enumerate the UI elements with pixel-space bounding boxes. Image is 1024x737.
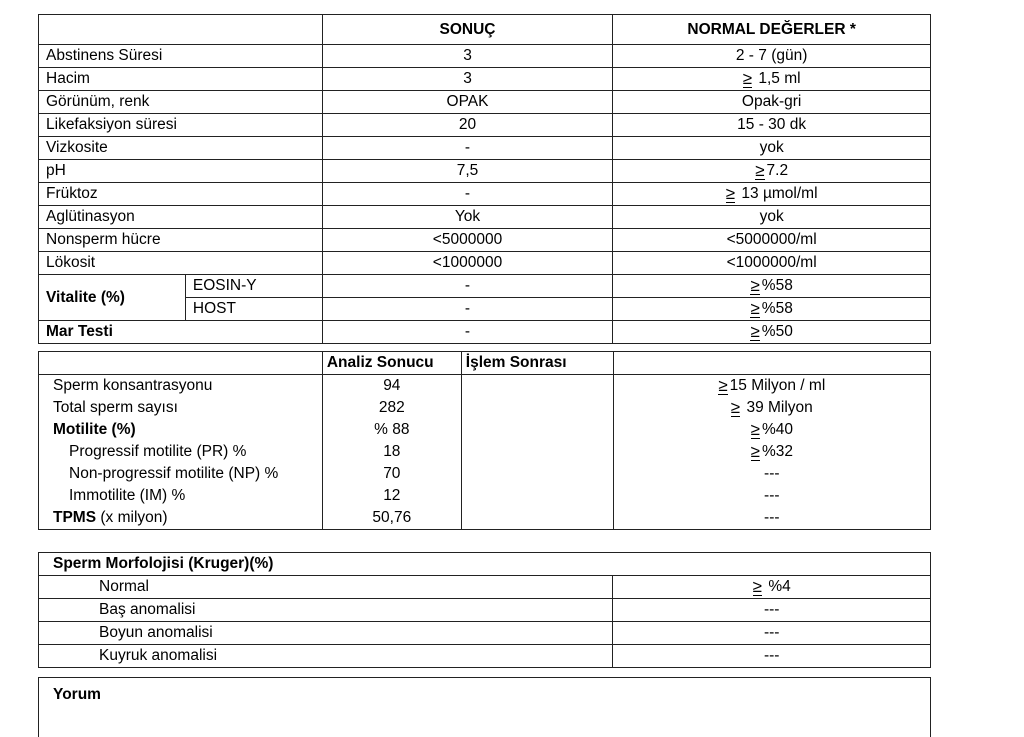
row-result: 3 [322,68,613,91]
row-after [461,375,613,398]
row-label: TPMS (x milyon) [39,507,323,530]
greater-equal-icon: ≥ [731,401,740,417]
vitality-label: Vitalite (%) [39,275,186,321]
row-label: Baş anomalisi [39,599,613,622]
row-label: Sperm konsantrasyonu [39,375,323,398]
table-row [39,160,931,183]
table-row [39,375,931,398]
greater-equal-icon: ≥ [755,164,764,180]
table-row [39,45,931,68]
table-row [39,114,931,137]
header-empty-cell [39,352,323,375]
row-label: Nonsperm hücre [39,229,323,252]
table-row [39,599,931,622]
row-normal: --- [613,485,930,507]
mar-test-row [39,321,931,344]
row-after [461,441,613,463]
morphology-title: Sperm Morfolojisi (Kruger)(%) [39,553,931,576]
comment-title: Yorum [39,678,931,737]
header-empty-cell [613,352,930,375]
morphology-table [38,552,931,668]
header-analysis: Analiz Sonucu [322,352,461,375]
row-label: Motilite (%) [39,419,323,441]
greater-equal-icon: ≥ [743,72,752,88]
row-label: Vizkosite [39,137,323,160]
row-after [461,419,613,441]
mar-normal: ≥ %50 [613,321,931,344]
row-normal: ≥ 1,5 ml [613,68,931,91]
row-normal: Opak-gri [613,91,931,114]
greater-equal-icon: ≥ [726,187,735,203]
row-label: Total sperm sayısı [39,397,323,419]
header-after: İşlem Sonrası [461,352,613,375]
row-after [461,507,613,530]
sperm-analysis-table [38,351,931,530]
row-normal: 2 - 7 (gün) [613,45,931,68]
row-normal: ≥ %40 [613,419,930,441]
row-label: pH [39,160,323,183]
greater-equal-icon: ≥ [750,302,759,318]
row-normal: ≥ 7.2 [613,160,931,183]
row-result: 7,5 [322,160,613,183]
row-normal: ≥ 15 Milyon / ml [613,375,930,398]
row-label: Görünüm, renk [39,91,323,114]
table-row [39,91,931,114]
greater-equal-icon: ≥ [753,580,762,596]
greater-equal-icon: ≥ [718,379,727,395]
row-normal: <1000000/ml [613,252,931,275]
row-label: Hacim [39,68,323,91]
row-normal: --- [613,463,930,485]
row-result: 50,76 [322,507,461,530]
header-result: SONUÇ [322,15,613,45]
row-normal: ≥ %4 [613,576,931,599]
eosin-label: EOSIN-Y [185,275,322,298]
row-normal: --- [613,622,931,645]
semen-parameters-table [38,14,931,344]
row-normal: --- [613,599,931,622]
greater-equal-icon: ≥ [751,445,760,461]
row-result: <1000000 [322,252,613,275]
table-row [39,463,931,485]
table-header [39,15,931,45]
table-row [39,419,931,441]
vitality-row-eosin [39,275,931,298]
table-row [39,441,931,463]
table-header [39,352,931,375]
table-row [39,645,931,668]
row-result: 20 [322,114,613,137]
header-normal: NORMAL DEĞERLER * [613,15,931,45]
row-label: Boyun anomalisi [39,622,613,645]
row-label: Früktoz [39,183,323,206]
table-row [39,137,931,160]
row-result: - [322,137,613,160]
eosin-result: - [322,275,613,298]
row-result: Yok [322,206,613,229]
row-label: Normal [39,576,613,599]
greater-equal-icon: ≥ [751,423,760,439]
row-label: Lökosit [39,252,323,275]
row-result: OPAK [322,91,613,114]
row-after [461,397,613,419]
table-row [39,507,931,530]
table-row [39,229,931,252]
row-normal: --- [613,645,931,668]
row-result: <5000000 [322,229,613,252]
row-label: Kuyruk anomalisi [39,645,613,668]
row-normal: yok [613,206,931,229]
mar-label: Mar Testi [39,321,323,344]
row-after [461,463,613,485]
row-label: Likefaksiyon süresi [39,114,323,137]
row-result: 282 [322,397,461,419]
row-normal: --- [613,507,930,530]
row-label: Immotilite (IM) % [39,485,323,507]
greater-equal-icon: ≥ [750,325,759,341]
row-label: Non-progressif motilite (NP) % [39,463,323,485]
table-row [39,397,931,419]
row-result: - [322,183,613,206]
table-row [39,576,931,599]
eosin-normal: ≥ %58 [613,275,931,298]
table-row [39,183,931,206]
row-normal: <5000000/ml [613,229,931,252]
row-result: 70 [322,463,461,485]
host-normal: ≥ %58 [613,298,931,321]
row-result: 94 [322,375,461,398]
row-result: 18 [322,441,461,463]
host-result: - [322,298,613,321]
row-result: 12 [322,485,461,507]
row-normal: yok [613,137,931,160]
table-row [39,622,931,645]
host-label: HOST [185,298,322,321]
row-normal: ≥ 39 Milyon [613,397,930,419]
table-row [39,68,931,91]
row-normal: ≥ %32 [613,441,930,463]
table-row [39,485,931,507]
table-row [39,252,931,275]
row-label: Progressif motilite (PR) % [39,441,323,463]
header-empty-cell [39,15,323,45]
row-normal: ≥ 13 µmol/ml [613,183,931,206]
comment-box [38,677,931,737]
row-label: Aglütinasyon [39,206,323,229]
row-label: Abstinens Süresi [39,45,323,68]
table-row [39,206,931,229]
row-result: % 88 [322,419,461,441]
row-normal: 15 - 30 dk [613,114,931,137]
row-after [461,485,613,507]
greater-equal-icon: ≥ [750,279,759,295]
row-result: 3 [322,45,613,68]
mar-result: - [322,321,613,344]
table-header [39,553,931,576]
